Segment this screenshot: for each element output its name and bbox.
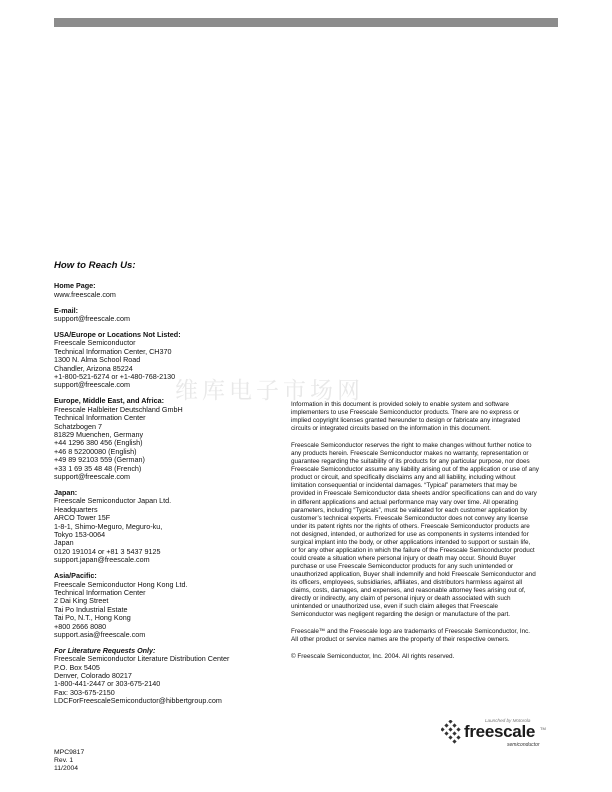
contact-line: +46 8 52200080 (English): [54, 446, 137, 456]
logo-subtitle: semiconductor: [507, 742, 540, 748]
contact-line: +33 1 69 35 48 48 (French): [54, 463, 142, 473]
legal-line: guarantee regarding the suitability of its products for any particular purpose, nor does: [291, 458, 530, 466]
contact-section: [54, 489, 294, 565]
contact-section: [54, 572, 294, 639]
legal-line: in different applications and actual performance may vary over time. All operating: [291, 498, 518, 506]
contact-link[interactable]: support.asia@freescale.com: [54, 629, 146, 639]
legal-line: Freescale Semiconductor assume any liability arising out of the application or use of any: [291, 466, 539, 474]
legal-line: parameters, including “Typicals”, must be validated for each customer application by: [291, 506, 527, 514]
contact-section-title: Home Page:: [54, 281, 96, 291]
freescale-logo: [441, 716, 565, 760]
legal-line: any products herein. Freescale Semiconductor makes no warranty, representation or: [291, 450, 529, 458]
contact-line: Technical Information Center: [54, 587, 146, 597]
contact-line: +49 89 92103 559 (German): [54, 455, 145, 465]
contact-section-title: Japan:: [54, 487, 78, 497]
contact-line: Freescale Halbleiter Deutschland GmbH: [54, 404, 183, 414]
contact-line: +800 2666 8080: [54, 621, 107, 631]
legal-line: Freescale Semiconductor reserves the right to make changes without further notice to: [291, 442, 532, 450]
contact-line: Tai Po Industrial Estate: [54, 604, 128, 614]
legal-line: purchase or use Freescale Semiconductor products for any such unintended or: [291, 562, 514, 570]
contact-line: 1300 N. Alma School Road: [54, 355, 141, 365]
contact-section-title: USA/Europe or Locations Not Listed:: [54, 330, 181, 340]
contact-line: 1-8-1, Shimo-Meguro, Meguro-ku,: [54, 521, 163, 531]
legal-line: unauthorized application, Buyer shall indemnify and hold Freescale Semiconductor and: [291, 570, 536, 578]
contact-link[interactable]: support@freescale.com: [54, 472, 131, 482]
legal-line: provided in Freescale Semiconductor data sheets and/or specifications can and do vary: [291, 490, 537, 498]
contact-link[interactable]: support@freescale.com: [54, 380, 131, 390]
contact-line: 81829 Muenchen, Germany: [54, 430, 144, 439]
contact-line: Freescale Semiconductor: [54, 338, 136, 348]
contact-line: Technical Information Center: [54, 413, 146, 423]
contact-line: Technical Information Center, CH370: [54, 346, 172, 356]
revision: Rev. 1: [54, 756, 74, 764]
watermark-text: 维库电子市场网: [175, 378, 364, 404]
legal-line: under its patent rights nor the rights of others. Freescale Semiconductor products are: [291, 522, 530, 530]
contact-link[interactable]: support@freescale.com: [54, 314, 131, 324]
legal-notice: [291, 401, 563, 670]
contact-line: Fax: 303-675-2150: [54, 687, 115, 697]
contact-line: Schatzbogen 7: [54, 421, 102, 431]
contact-section: [54, 397, 294, 481]
part-number: MPC9817: [54, 749, 85, 756]
contact-line: Freescale Semiconductor Hong Kong Ltd.: [54, 579, 188, 589]
legal-line: Semiconductor was negligent regarding the design or manufacture of the part.: [291, 611, 510, 619]
logo-tagline: Launched by Motorola: [485, 718, 531, 723]
contact-section: [54, 282, 294, 299]
contact-section: [54, 647, 294, 706]
legal-line: implementers to use Freescale Semiconductor products. There are no express or: [291, 409, 520, 417]
contact-section-title: E-mail:: [54, 305, 78, 315]
legal-line: claims, costs, damages, and expenses, and reasonable attorney fees arising out of,: [291, 587, 526, 595]
legal-line: implied copyright licenses granted hereunder to design or fabricate any integrated: [291, 417, 521, 425]
contact-line: 2 Dai King Street: [54, 596, 109, 606]
legal-line: directly or indirectly, any claim of personal injury or death associated with such: [291, 595, 511, 603]
legal-line: customer’s technical experts. Freescale Semiconductor does not convey any license: [291, 514, 529, 522]
legal-paragraph: [291, 442, 563, 619]
legal-line: circuits or integrated circuits based on the information in this document.: [291, 425, 491, 433]
legal-line: Freescale™ and the Freescale logo are trademarks of Freescale Semiconductor, Inc.: [291, 628, 531, 636]
legal-line: © Freescale Semiconductor, Inc. 2004. All rights reserved.: [291, 653, 455, 661]
how-to-reach-us-heading: How to Reach Us:: [54, 260, 136, 271]
contact-line: 0120 191014 or +81 3 5437 9125: [54, 546, 161, 556]
contact-section-title: Asia/Pacific:: [54, 571, 97, 581]
contact-line: ARCO Tower 15F: [54, 513, 111, 523]
contact-line: Denver, Colorado 80217: [54, 671, 132, 681]
legal-line: surgical implant into the body, or other applications intended to support or sustain life,: [291, 538, 531, 546]
contact-line: Tai Po, N.T., Hong Kong: [54, 613, 131, 623]
top-rule-bar: [54, 18, 558, 27]
legal-line: or for any other application in which the failure of the Freescale Semiconductor product: [291, 546, 535, 554]
legal-paragraph: [291, 653, 563, 661]
contact-line: 1-800-441-2447 or 303-675-2140: [54, 679, 161, 689]
contact-section: [54, 307, 294, 324]
contact-line: Tokyo 153-0064: [54, 529, 106, 539]
contact-line: P.O. Box 5405: [54, 662, 100, 672]
legal-line: Information in this document is provided solely to enable system and software: [291, 401, 509, 408]
contact-column: [54, 262, 294, 713]
contact-link[interactable]: support.japan@freescale.com: [54, 555, 150, 565]
legal-line: not designed, intended, or authorized for use as components in systems intended for: [291, 530, 529, 538]
contact-section-title: For Literature Requests Only:: [54, 645, 156, 655]
contact-line: Headquarters: [54, 504, 98, 514]
legal-line: limitation consequential or incidental damages. “Typical” parameters that may be: [291, 482, 518, 490]
contact-line: Japan: [54, 538, 74, 548]
contact-line: +1-800-521-6274 or +1-480-768-2130: [54, 372, 176, 382]
document-footer: [54, 749, 84, 772]
logo-wordmark: freescale: [464, 722, 536, 741]
legal-line: unintended or unauthorized use, even if such claim alleges that Freescale: [291, 603, 499, 611]
contact-line: Freescale Semiconductor Literature Distribution Center: [54, 654, 230, 664]
legal-paragraph: [291, 401, 563, 433]
legal-line: All other product or service names are the property of their respective owners.: [291, 636, 510, 644]
legal-line: its officers, employees, subsidiaries, affiliates, and distributors harmless against all: [291, 578, 523, 586]
contact-link[interactable]: www.freescale.com: [54, 289, 116, 299]
legal-paragraph: [291, 628, 563, 644]
contact-line: +44 1296 380 456 (English): [54, 438, 143, 448]
contact-link[interactable]: LDCForFreescaleSemiconductor@hibbertgroup.com: [54, 696, 222, 706]
logo-trademark: TM: [540, 726, 546, 731]
legal-line: product or circuit, and specifically disclaims any and all liability, including without: [291, 474, 516, 482]
contact-line: Freescale Semiconductor Japan Ltd.: [54, 496, 172, 506]
contact-section-title: Europe, Middle East, and Africa:: [54, 396, 164, 406]
contact-line: Chandler, Arizona 85224: [54, 363, 133, 373]
legal-line: could create a situation where personal injury or death may occur. Should Buyer: [291, 554, 516, 562]
date: 11/2004: [54, 764, 79, 772]
